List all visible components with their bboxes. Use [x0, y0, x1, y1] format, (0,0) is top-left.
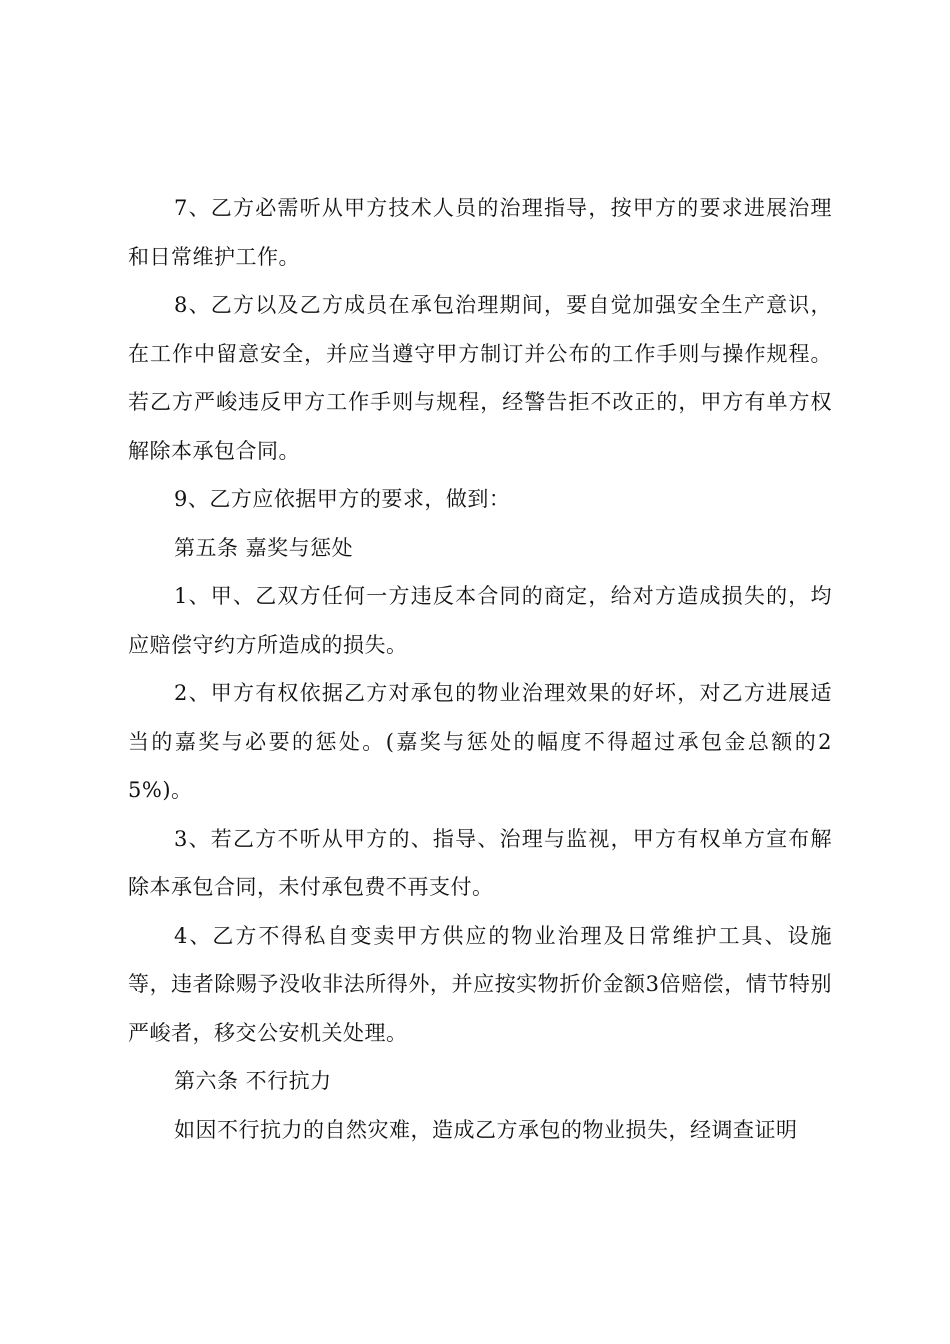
- article-5-item-2-paragraph: 2、甲方有权依据乙方对承包的物业治理效果的好坏，对乙方进展适当的嘉奖与必要的惩处。(嘉奖与惩处的幅度不得超过承包金总额的25%)。: [128, 681, 832, 802]
- document-body: [128, 184, 832, 1154]
- article-5-heading: 第五条 嘉奖与惩处: [174, 535, 354, 560]
- clause-8-paragraph: 8、乙方以及乙方成员在承包治理期间，要自觉加强安全生产意识，在工作中留意安全，并应当遵守甲方制订并公布的工作手则与操作规程。若乙方严峻违反甲方工作手则与规程，经警告拒不改正的，甲方有单方权解除本承包合同。: [128, 293, 832, 463]
- clause-9-paragraph: 9、乙方应依据甲方的要求，做到：: [174, 487, 511, 511]
- clause-7-paragraph: 7、乙方必需听从甲方技术人员的治理指导，按甲方的要求进展治理和日常维护工作。: [128, 196, 832, 269]
- article-6-paragraph: 如因不行抗力的自然灾难，造成乙方承包的物业损失，经调查证明: [174, 1117, 798, 1142]
- article-6-heading: 第六条 不行抗力: [174, 1069, 332, 1093]
- article-5-item-3-paragraph: 3、若乙方不听从甲方的、指导、治理与监视，甲方有权单方宣布解除本承包合同，未付承包费不再支付。: [128, 826, 832, 899]
- article-5-item-1-paragraph: 1、甲、乙双方任何一方违反本合同的商定，给对方造成损失的，均应赔偿守约方所造成的损失。: [128, 584, 832, 657]
- article-5-item-4-paragraph: 4、乙方不得私自变卖甲方供应的物业治理及日常维护工具、设施等，违者除赐予没收非法所得外，并应按实物折价金额3倍赔偿，情节特别严峻者，移交公安机关处理。: [128, 923, 832, 1045]
